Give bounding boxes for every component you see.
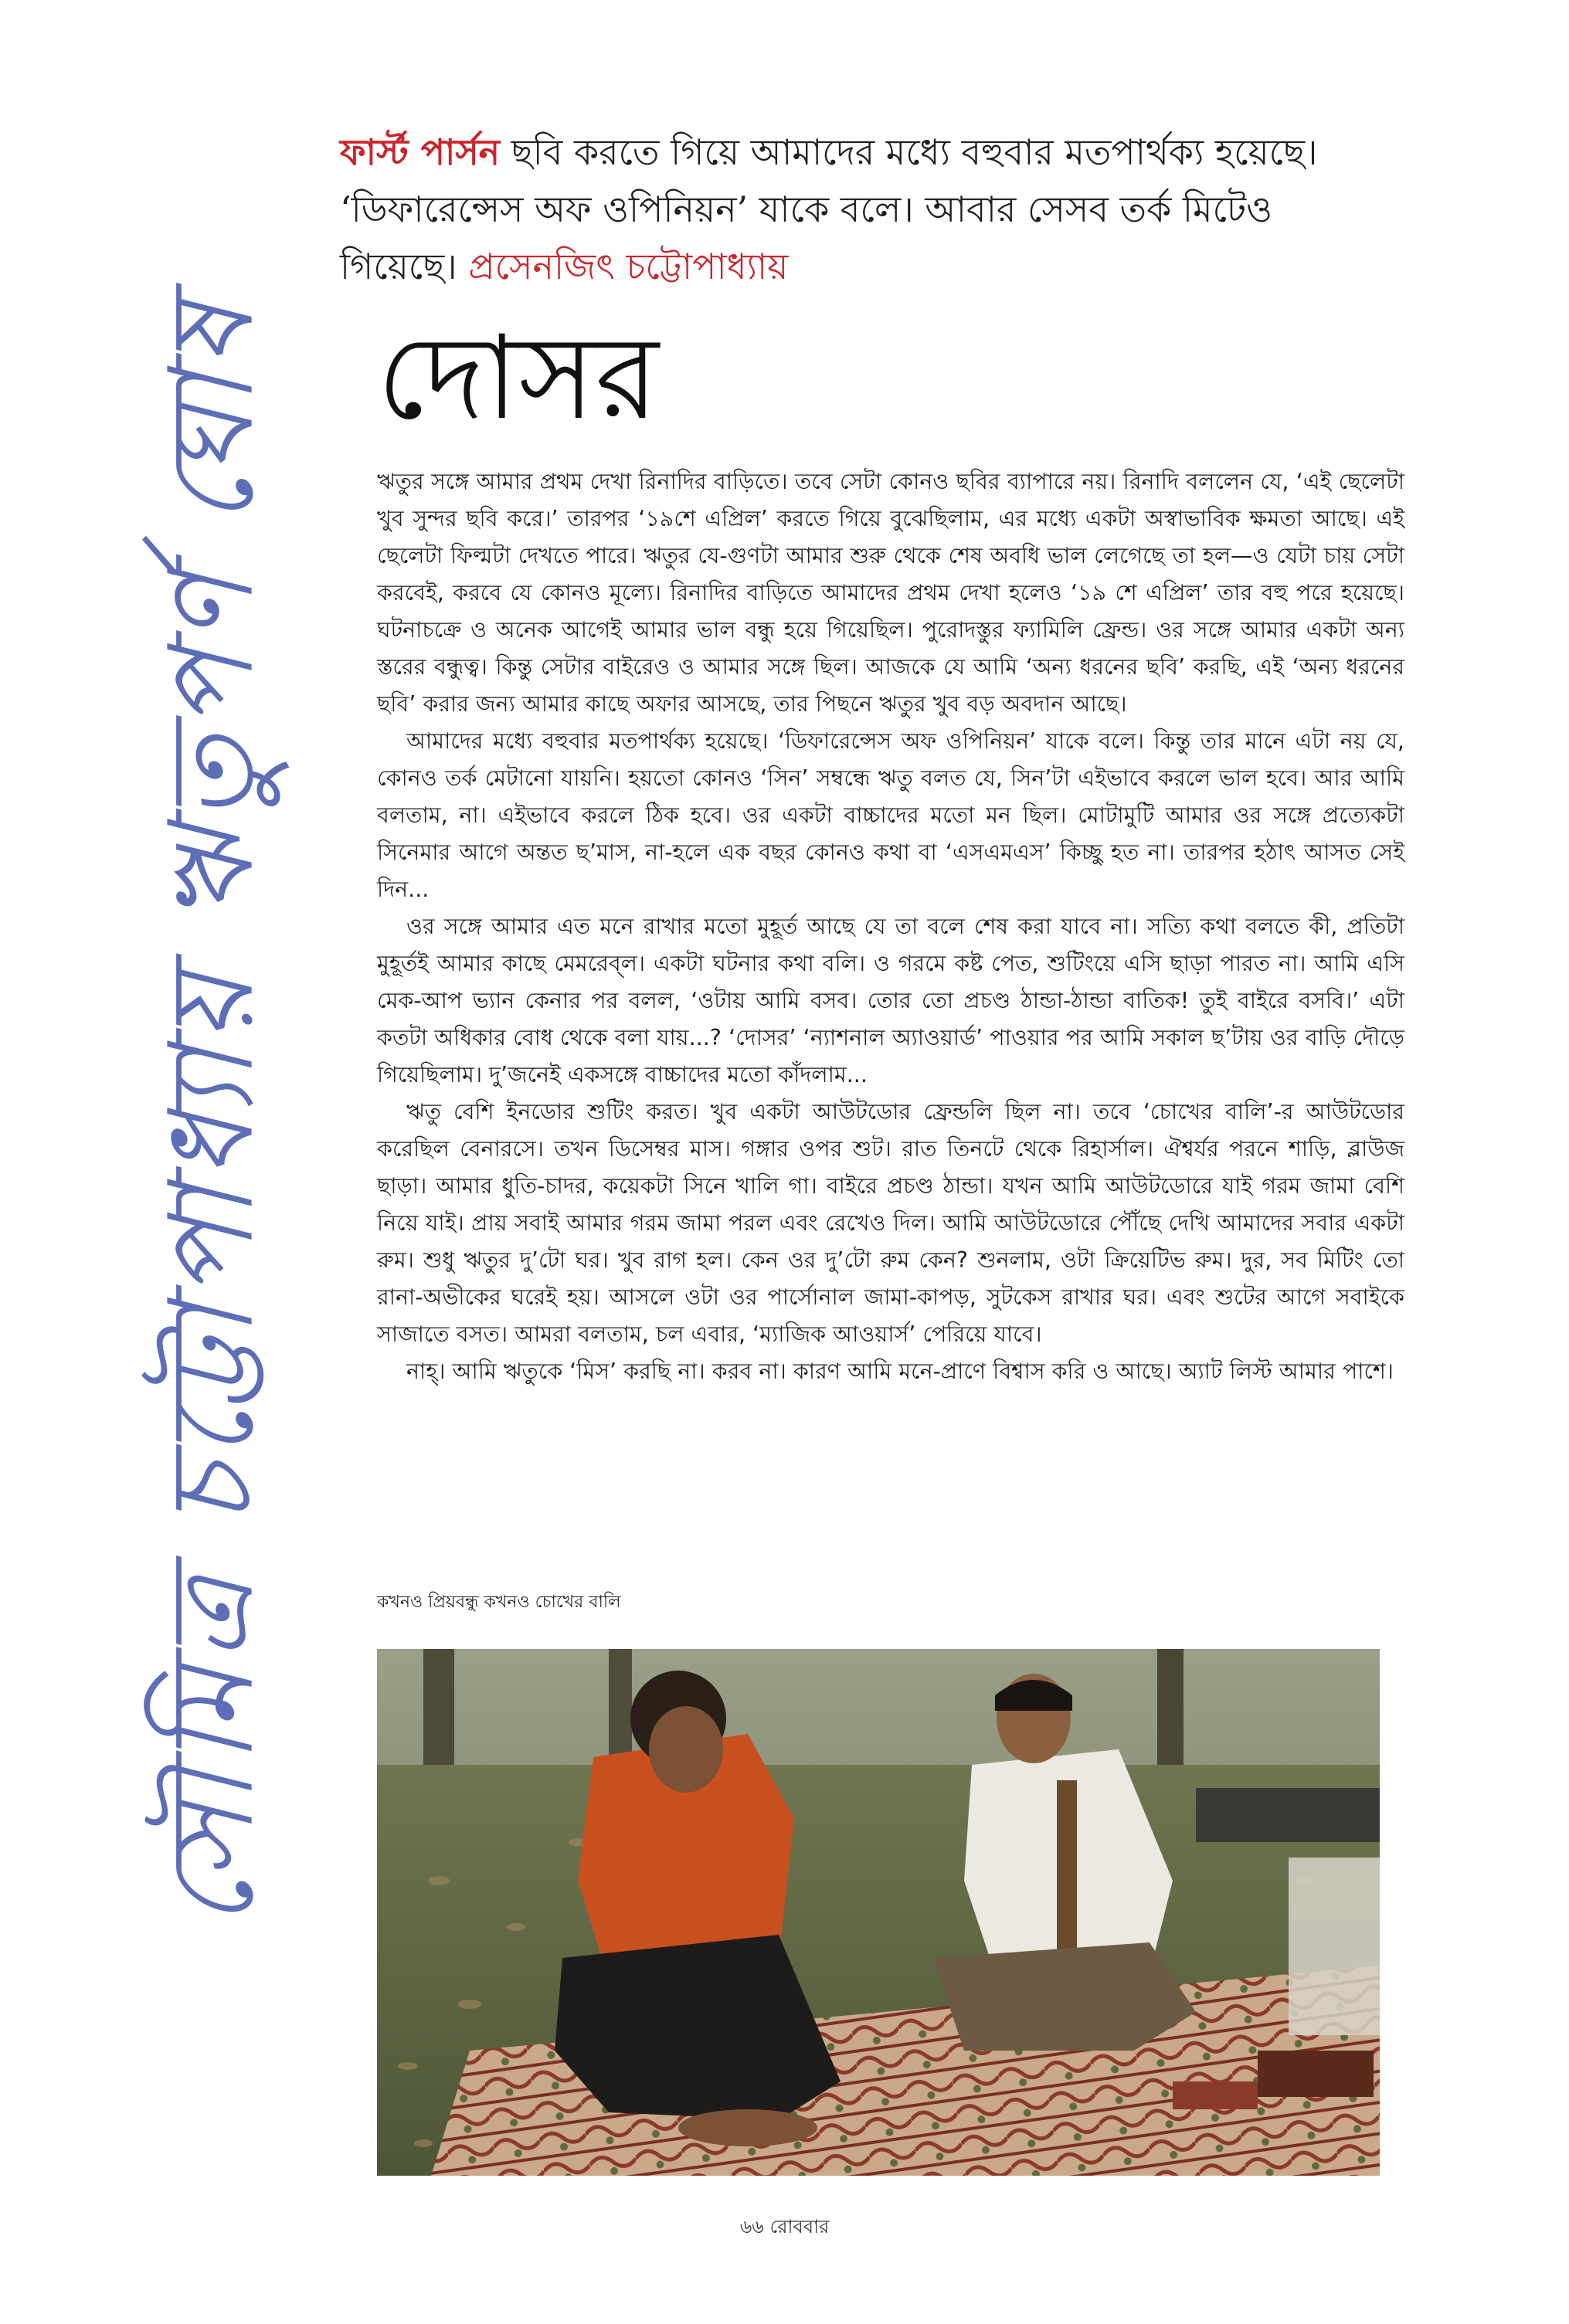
paragraph-4: ঋতু বেশি ইনডোর শুটিং করত। খুব একটা আউটডোর ফ্রেন্ডলি ছিল না। তবে ‘চোখের বালি’-র আউটডোর করেছিল বেনারসে। তখন ডিসেম্বর মাস। গঙ্গার ওপর শুট। রাত তিনটে থেকে রিহার্সাল। ঐশ্বর্যর পরনে শাড়ি, ব্লাউজ ছাড়া। আমার ধুতি-চাদর, কয়েকটা সিনে খালি গা। বাইরে প্রচণ্ড ঠান্ডা। যখন আমি আউটডোরে যাই গরম জামা বেশি নিয়ে যাই। প্রায় সবাই আমার গরম জামা পরল এবং রেখেও দিল। আমি আউটডোরে পৌঁছে দেখি আমাদের সবার একটা রুম। শুধু ঋতুর দু’টো ঘর। খুব রাগ হল। কেন ওর দু’টো রুম কেন? শুনলাম, ওটা ক্রিয়েটিভ রুম। দুর, সব মিটিং তো রানা-অভীকের ঘরেই হয়। আসলে ওটা ওর পার্সোনাল জামা-কাপড়, সুটকেস রাখার ঘর। এবং শুটের আগে সবাইকে সাজাতে বসত। আমরা বলতাম, চল এবার, ‘ম্যাজিক আওয়ার্স’ পেরিয়ে যাবে।: [377, 1099, 1404, 1347]
page-folio: ৬৬ রোববার: [739, 2216, 830, 2237]
intro-line-1: ছবি করতে গিয়ে আমাদের মধ্যে বহুবার মতপার্থক্য হয়েছে।: [511, 131, 1318, 173]
intro-line-2: ‘ডিফারেন্সেস অফ ওপিনিয়ন’ যাকে বলে। আবার সেসব তর্ক মিটেও: [340, 188, 1272, 230]
paragraph-1: ঋতুর সঙ্গে আমার প্রথম দেখা রিনাদির বাড়িতে। তবে সেটা কোনও ছবির ব্যাপারে নয়। রিনাদি বললেন যে, ‘এই ছেলেটা খুব সুন্দর ছবি করে।’ তারপর ‘১৯শে এপ্রিল’ করতে গিয়ে বুঝেছিলাম, এর মধ্যে একটা অস্বাভাবিক ক্ষমতা আছে। এই ছেলেটা ফিল্মটা দেখতে পারে। ঋতুর যে-গুণটা আমার শুরু থেকে শেষ অবধি ভাল লেগেছে তা হল—ও যেটা চায় সেটা করবেই, করবে যে কোনও মূল্যে। রিনাদির বাড়িতে আমাদের প্রথম দেখা হলেও ‘১৯ শে এপ্রিল’ তার বহু পরে হয়েছে। ঘটনাচক্রে ও অনেক আগেই আমার ভাল বন্ধু হয়ে গিয়েছিল। পুরোদস্তুর ফ্যামিলি ফ্রেন্ড। ওর সঙ্গে আমার একটা অন্য স্তরের বন্ধুত্ব। কিন্তু সেটার বাইরেও ও আমার সঙ্গে ছিল। আজকে যে আমি ‘অন্য ধরনের ছবি’ করছি, এই ‘অন্য ধরনের ছবি’ করার জন্য আমার কাছে অফার আসছে, তার পিছনে ঋতুর খুব বড় অবদান আছে।: [377, 469, 1404, 717]
section-label: ফার্স্ট পার্সন: [340, 131, 501, 173]
article-photo: [377, 1649, 1380, 2176]
photo-illustration: [377, 1649, 1380, 2176]
paragraph-3: ওর সঙ্গে আমার এত মনে রাখার মতো মুহূর্ত আছে যে তা বলে শেষ করা যাবে না। সত্যি কথা বলতে কী, প্রতিটা মুহূর্তই আমার কাছে মেমরেব্‌ল। একটা ঘটনার কথা বলি। ও গরমে কষ্ট পেত, শুটিংয়ে এসি ছাড়া পারত না। আমি এসি মেক-আপ ভ্যান কেনার পর বলল, ‘ওটায় আমি বসব। তোর তো প্রচণ্ড ঠান্ডা-ঠান্ডা বাতিক! তুই বাইরে বসবি।’ এটা কতটা অধিকার বোধ থেকে বলা যায়...? ‘দোসর’ ‘ন্যাশনাল অ্যাওয়ার্ড’ পাওয়ার পর আমি সকাল ছ’টায় ওর বাড়ি দৌড়ে গিয়েছিলাম। দু’জনেই একসঙ্গে বাচ্চাদের মতো কাঁদলাম...: [377, 914, 1404, 1087]
paragraph-2: আমাদের মধ্যে বহুবার মতপার্থক্য হয়েছে। ‘ডিফারেন্সেস অফ ওপিনিয়ন’ যাকে বলে। কিন্তু তার মানে এটা নয় যে, কোনও তর্ক মেটানো যায়নি। হয়তো কোনও ‘সিন’ সম্বন্ধে ঋতু বলত যে, সিন’টা এইভাবে করলে ভাল হবে। আর আমি বলতাম, না। এইভাবে করলে ঠিক হবে। ওর একটা বাচ্চাদের মতো মন ছিল। মোটামুটি আমার ওর সঙ্গে প্রত্যেকটা সিনেমার আগে অন্তত ছ’মাস, না-হলে এক বছর কোনও কথা বা ‘এসএমএস’ কিচ্ছু হত না। তারপর হঠাৎ আসত সেই দিন...: [377, 728, 1404, 902]
article-body: [377, 463, 1404, 1390]
paragraph-5: নাহ্। আমি ঋতুকে ‘মিস’ করছি না। করব না। কারণ আমি মনে-প্রাণে বিশ্বাস করি ও আছে। অ্যাট লিস্ট আমার পাশে।: [406, 1359, 1394, 1384]
author-name: প্রসেনজিৎ চট্টোপাধ্যায়: [468, 246, 789, 287]
signature-text: সৌমিত্র চট্টোপাধ্যায় ঋতুপর্ণ ঘোষ: [145, 297, 280, 1928]
intro-line-3: গিয়েছে।: [340, 246, 457, 287]
photo-caption: কখনও প্রিয়বন্ধু কখনও চোখের বালি: [377, 1593, 621, 1612]
handwritten-signature: [147, 139, 294, 2085]
intro-blurb: [340, 124, 1414, 295]
headline: দোসর: [377, 311, 659, 446]
